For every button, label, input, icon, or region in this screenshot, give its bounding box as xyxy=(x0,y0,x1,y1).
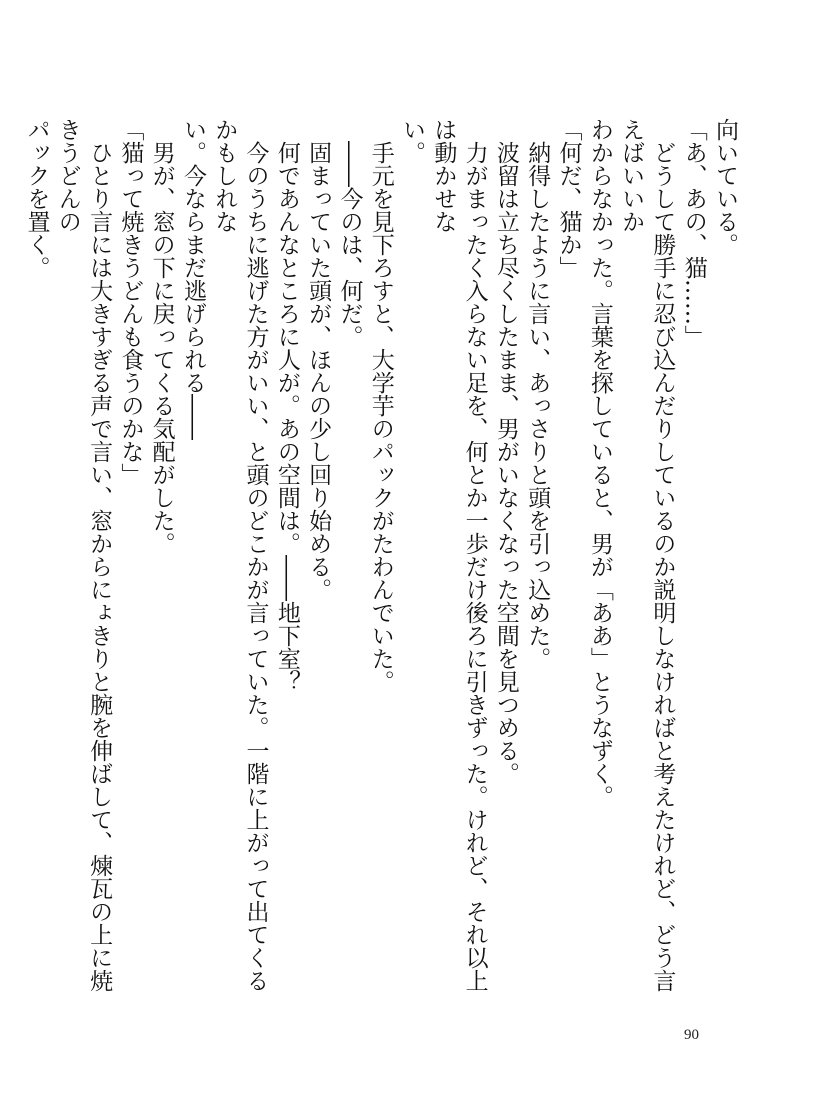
text-line: ひとり言には大きすぎる声で言い、窓からにょきりと腕を伸ばして、煉瓦の上に焼きうどんの xyxy=(54,118,113,992)
text-line: 「あ、あの、猫……」 xyxy=(680,118,707,348)
text-line: い。今ならまだ逃げられる―― xyxy=(179,118,206,440)
text-line: どうして勝手に忍び込んだりしているのか説明しなければと考えたけれど、どう言えばいいか xyxy=(618,118,676,992)
text-line: 力がまったく入らない足を、何とか一歩だけ後ろに引きずった。けれど、それ以上は動かせな xyxy=(430,118,488,992)
text-line: ――今のは、何だ。 xyxy=(336,118,363,348)
vertical-body-text xyxy=(20,118,740,1008)
text-line: 手元を見下ろすと、大学芋のパックがたわんでいた。 xyxy=(367,118,394,693)
text-line: い。 xyxy=(399,118,426,164)
text-line: 「猫って焼きうどんも食うのかな」 xyxy=(117,118,144,486)
text-line: 納得したように言い、あっさりと頭を引っ込めた。 xyxy=(524,118,551,670)
text-line: パックを置く。 xyxy=(23,118,50,279)
text-line: 今のうちに逃げた方がいい、と頭のどこかが言っていた。一階に上がって出てくるかもしれな xyxy=(211,118,269,992)
text-line: わからなかった。言葉を探していると、男が「ああ」とうなずく。 xyxy=(586,118,613,808)
text-line: 向いている。 xyxy=(712,118,738,256)
text-line: 男が、窓の下に戻ってくる気配がした。 xyxy=(148,118,175,555)
text-line: 波留は立ち尽くしたまま、男がいなくなった空間を見つめる。 xyxy=(492,118,519,785)
text-line: 固まっていた頭が、ほんの少し回り始める。 xyxy=(305,118,332,601)
text-line: 「何だ、猫か」 xyxy=(555,118,582,279)
page-number: 90 xyxy=(684,1027,699,1043)
text-line: 何であんなところに人が。あの空間は。――地下室？ xyxy=(273,118,300,693)
